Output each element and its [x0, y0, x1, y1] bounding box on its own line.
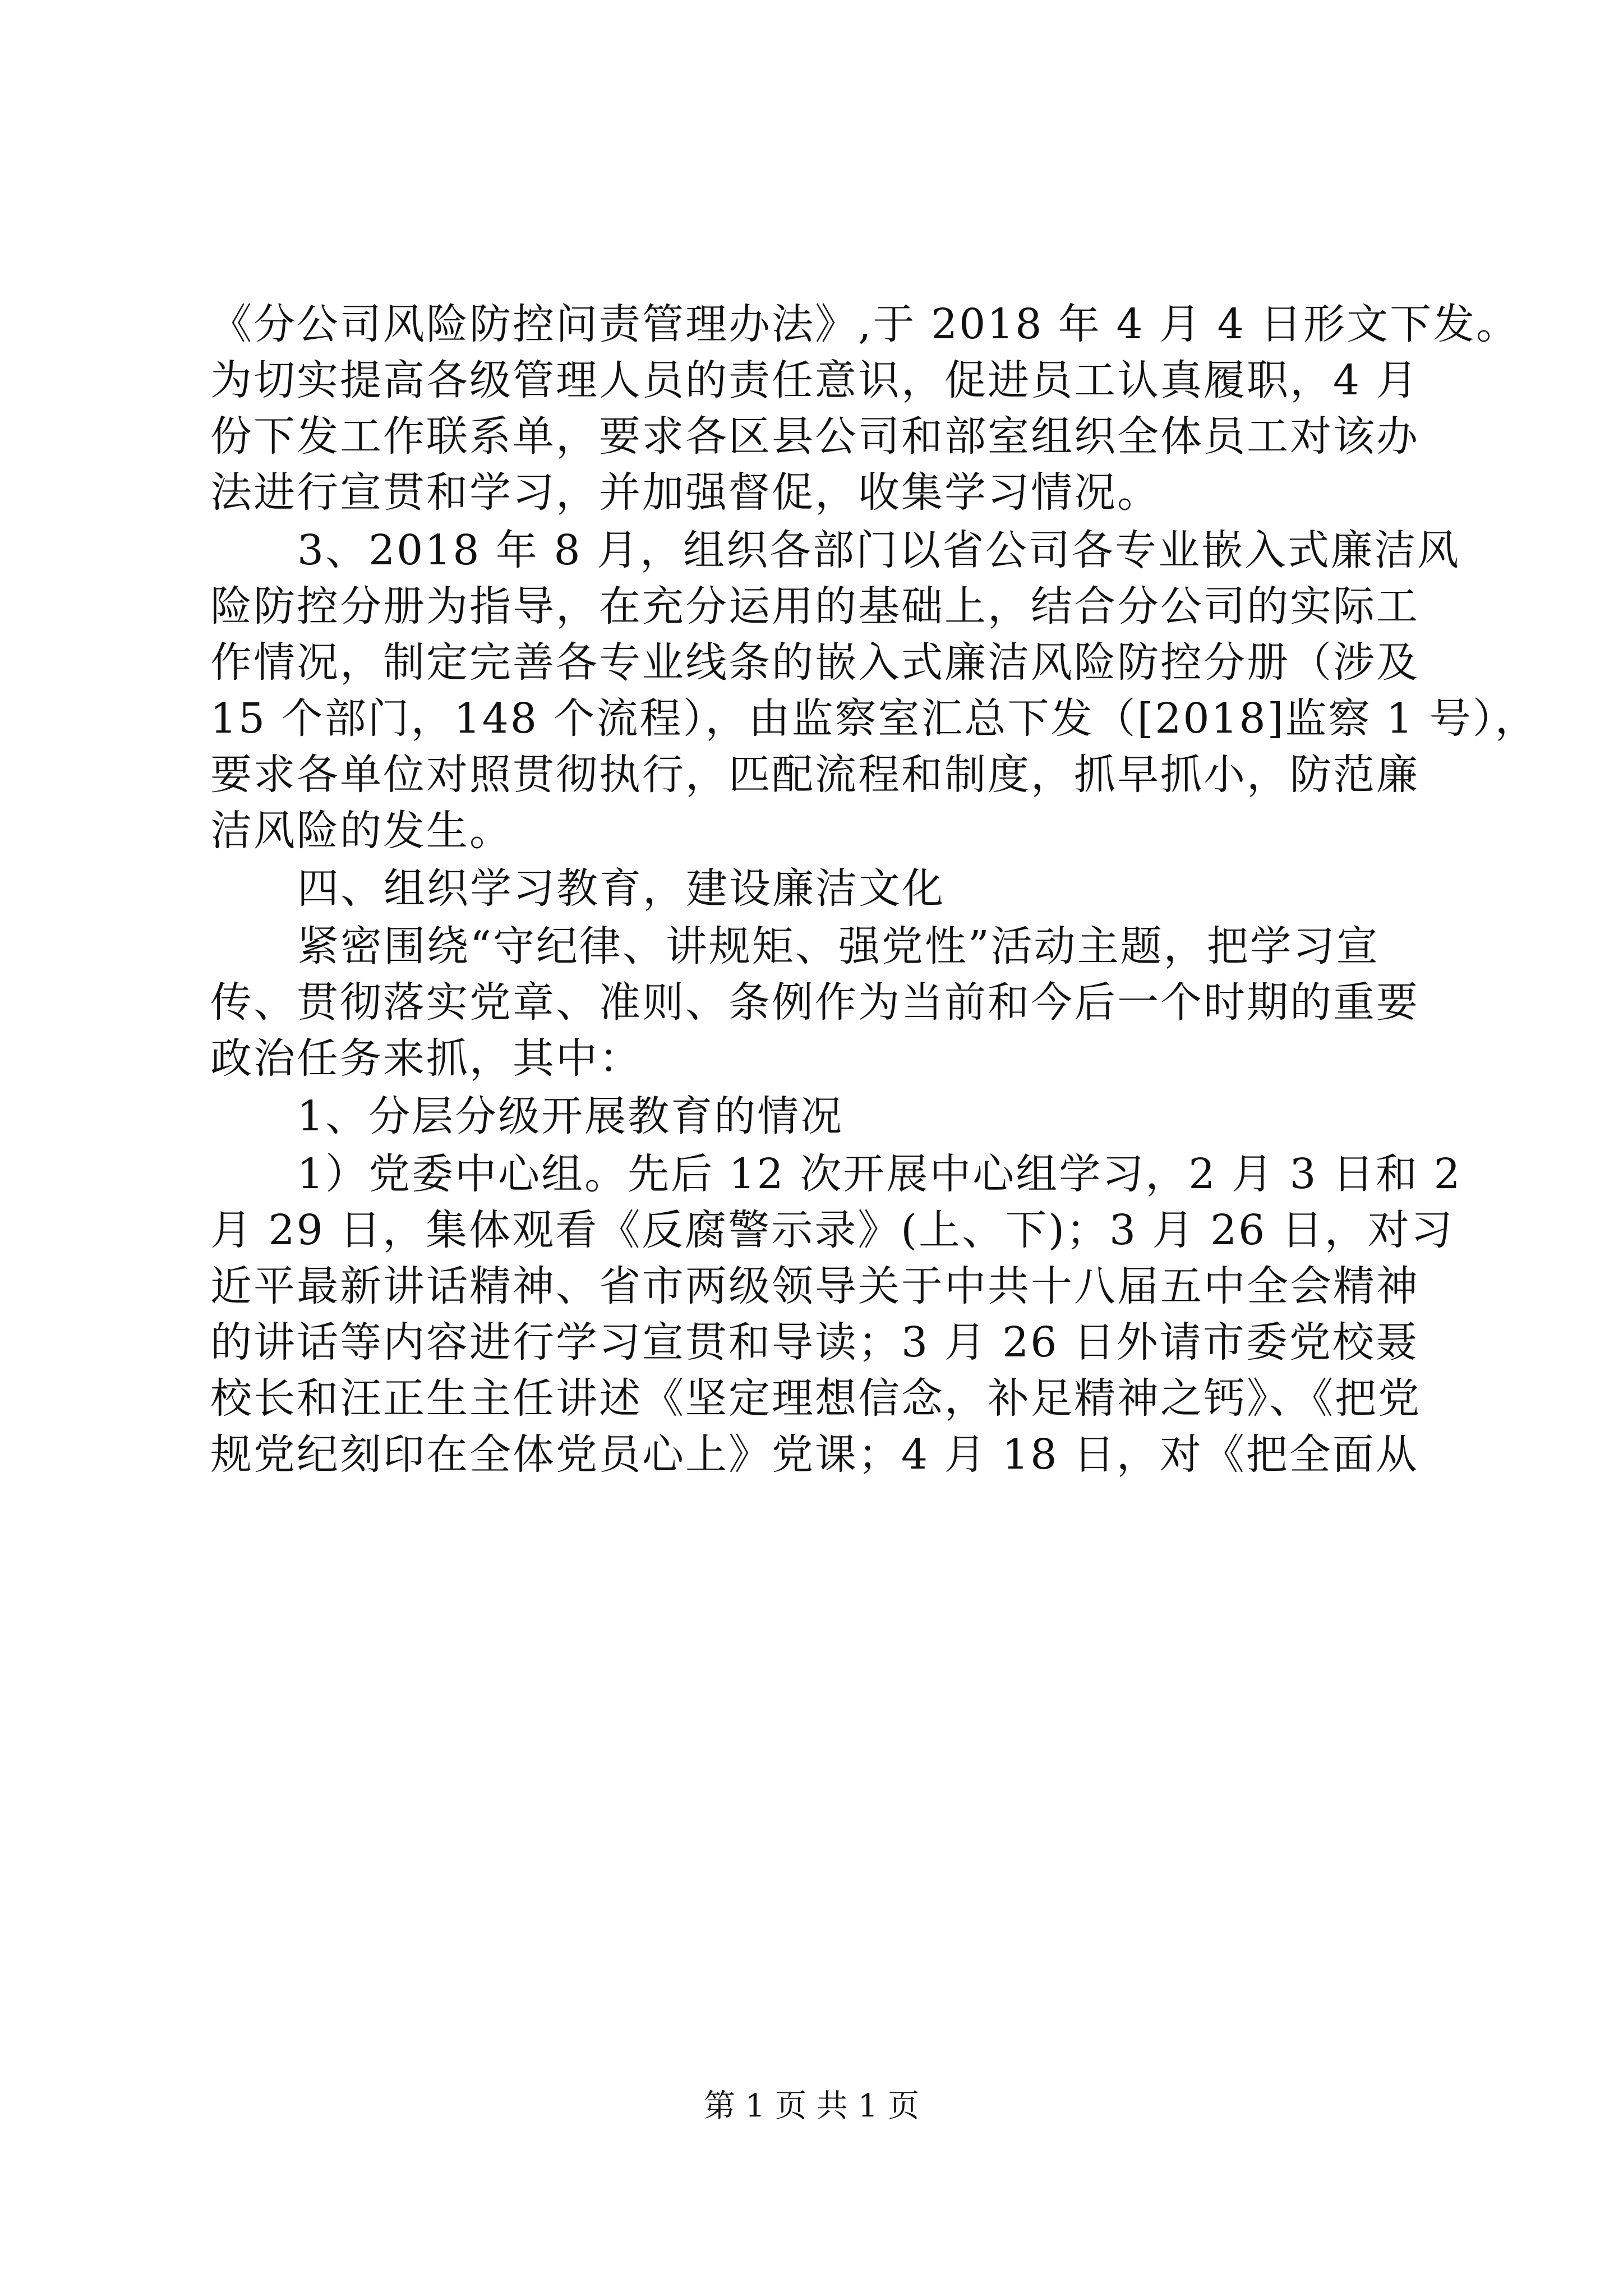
body-line-4: 法进行宣贯和学习，并加强督促，收集学习情况。: [210, 468, 1160, 517]
paragraph-3-line-5: 要求各单位对照贯彻执行，匹配流程和制度，抓早抓小，防范廉: [210, 751, 1419, 799]
intro-line-1: 紧密围绕“守纪律、讲规矩、强党性”活动主题，把学习宣: [297, 922, 1380, 970]
page-number-footer: 第 1 页 共 1 页: [703, 2088, 920, 2124]
paragraph-3-line-3: 作情况，制定完善各专业线条的嵌入式廉洁风险防控分册（涉及: [210, 638, 1419, 687]
paragraph-3-line-6: 洁风险的发生。: [210, 807, 513, 855]
body-line-2: 为切实提高各级管理人员的责任意识，促进员工认真履职，4 月: [210, 356, 1419, 404]
paragraph-3-line-4: 15 个部门，148 个流程），由监察室汇总下发（[2018]监察 1 号），: [210, 694, 1538, 743]
paragraph-3-line-2: 险防控分册为指导，在充分运用的基础上，结合分公司的实际工: [210, 582, 1419, 631]
body-line-1: 《分公司风险防控问责管理办法》,于 2018 年 4 月 4 日形文下发。: [210, 300, 1520, 348]
item-1-line-6: 规党纪刻印在全体党员心上》党课；4 月 18 日，对《把全面从: [210, 1430, 1419, 1479]
item-1-line-5: 校长和汪正生主任讲述《坚定理想信念，补足精神之钙》、《把党: [210, 1374, 1421, 1423]
subheading-1: 1、分层分级开展教育的情况: [297, 1092, 844, 1140]
body-line-3: 份下发工作联系单，要求各区县公司和部室组织全体员工对该办: [210, 412, 1419, 461]
item-1-line-4: 的讲话等内容进行学习宣贯和导读；3 月 26 日外请市委党校聂: [210, 1318, 1419, 1366]
paragraph-3-line-1: 3、2018 年 8 月，组织各部门以省公司各专业嵌入式廉洁风: [297, 526, 1461, 574]
item-1-line-3: 近平最新讲话精神、省市两级领导关于中共十八届五中全会精神: [210, 1262, 1419, 1310]
intro-line-2: 传、贯彻落实党章、准则、条例作为当前和今后一个时期的重要: [210, 978, 1419, 1027]
section-heading-4: 四、组织学习教育，建设廉洁文化: [297, 864, 945, 913]
intro-line-3: 政治任务来抓，其中：: [210, 1034, 642, 1083]
item-1-line-1: 1）党委中心组。先后 12 次开展中心组学习，2 月 3 日和 2: [297, 1150, 1462, 1198]
item-1-line-2: 月 29 日，集体观看《反腐警示录》(上、下)；3 月 26 日，对习: [210, 1206, 1454, 1254]
